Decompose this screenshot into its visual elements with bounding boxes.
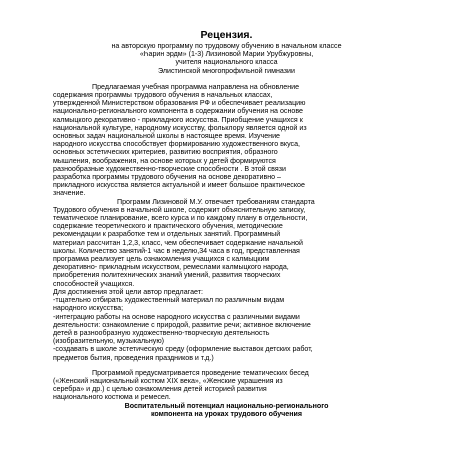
paragraph-line: народного искусства способствует формированию художественного вкуса, bbox=[53, 140, 301, 149]
page-title: Рецензия. bbox=[200, 29, 253, 41]
paragraph-line: национально-регионального компонента в содержании обучения на основе bbox=[53, 107, 303, 116]
paragraph-line: Предлагаемая учебная программа направлена на обновление bbox=[92, 82, 300, 91]
spacer bbox=[53, 75, 400, 83]
paragraph-line: народного искусства; bbox=[53, 304, 124, 313]
header-line: «Һарин эрдм» (1-3) Лизиновой Марии Урубжуровны, bbox=[139, 50, 314, 59]
paragraph-line: основных эстетических критериев, развитию восприятия, образного bbox=[53, 148, 278, 157]
paragraph-line: национального костюма и ремесел. bbox=[53, 393, 171, 402]
paragraph-line: серебра» и др.) с целью ознакомления детей историей развития bbox=[53, 385, 267, 394]
paragraph-program bbox=[53, 198, 400, 288]
paragraph-line: национальной культуре, народному искусству, фольклору является одной из bbox=[53, 123, 307, 132]
paragraph-line: Для достижения этой цели автор предлагает: bbox=[53, 287, 203, 296]
paragraph-line: -интеграцию работы на основе народного искусства с различными видами bbox=[53, 312, 300, 321]
paragraph-line: способностей учащихся. bbox=[53, 279, 135, 288]
paragraph-line: утвержденной Министерством образования РФ и обеспечивает реализацию bbox=[53, 99, 306, 108]
paragraph-line: предметов бытия, проведения праздников и т.д.) bbox=[53, 353, 214, 362]
spacer bbox=[53, 362, 400, 369]
paragraph-line: содержание теоретического и практического обучения, методические bbox=[53, 222, 283, 231]
paragraph-talks bbox=[53, 369, 400, 402]
header-line: Элистинской многопрофильной гимназии bbox=[158, 66, 295, 75]
paragraph-line: приобретения политехнических знаний умений, развития творческих bbox=[53, 271, 281, 280]
paragraph-line: (изобразительную, музыкальную) bbox=[53, 337, 165, 346]
subtitle-line: Воспитательный потенциал национально-регионального bbox=[124, 401, 329, 410]
paragraph-line: основных задач национальной школы в настоящее время. Изучение bbox=[53, 132, 280, 141]
paragraph-line: Программой предусматривается проведение тематических бесед bbox=[92, 368, 309, 377]
header-line: учителя национального класса bbox=[175, 58, 278, 67]
paragraph-line: Программ Лизиновой М.У. отвечает требованиям стандарта bbox=[117, 197, 315, 206]
section-subtitle bbox=[53, 402, 400, 418]
paragraph-line: школы. Количество занятий-1 час в неделю,34 часа в год, представленная bbox=[53, 246, 300, 255]
paragraph-line: декоративно- прикладным искусством, ремеслами калмыцкого народа, bbox=[53, 263, 289, 272]
header-line: на авторскую программу по трудовому обучению в начальном классе bbox=[111, 42, 342, 50]
paragraph-line: прикладного искусства является актуальной и имеет большое практическое bbox=[53, 181, 305, 190]
paragraph-intro bbox=[53, 83, 400, 198]
paragraph-line: калмыцкого декоративно - прикладного искусства. Приобщение учащихся к bbox=[53, 115, 303, 124]
paragraph-line: материал рассчитан 1,2,3, класс, чем обеспечивает содержание начальной bbox=[53, 238, 303, 247]
paragraph-line: программа реализует цель ознакомления учащихся с калмыцким bbox=[53, 255, 270, 264]
header-block bbox=[53, 42, 400, 75]
paragraph-line: значение. bbox=[53, 189, 86, 198]
paragraph-line: -создавать в школе эстетическую среду (оформление выставок детских работ, bbox=[53, 345, 313, 354]
paragraph-line: рекомендации к разработке тем и отдельных занятий. Программный bbox=[53, 230, 281, 239]
paragraph-line: разнообразные художественно-творческие способности . В этой связи bbox=[53, 164, 286, 173]
paragraph-line: тематическое планирование, всего курса и по каждому плану в отдельности, bbox=[53, 214, 308, 223]
paragraph-line: разработка программы трудового обучения на основе декоративно – bbox=[53, 173, 281, 182]
paragraph-line: деятельности: ознакомление с природой, развитие речи; активное включение bbox=[53, 320, 311, 329]
paragraph-line: мышления, воображения, на основе которых у детей формируются bbox=[53, 156, 276, 165]
paragraph-line: Трудового обучения в начальной школе, содержит объяснительную записку, bbox=[53, 205, 306, 214]
paragraph-line: детей в разнообразную художественно-творческую деятельность bbox=[53, 328, 270, 337]
paragraph-goals bbox=[53, 288, 400, 362]
paragraph-line: -тщательно отбирать художественный материал по различным видам bbox=[53, 296, 285, 305]
subtitle-line: компонента на уроках трудового обучения bbox=[150, 409, 303, 418]
paragraph-line: содержания программы трудового обучения в начальных классах, bbox=[53, 91, 273, 100]
paragraph-line: («Женский национальный костюм XIX века», «Женские украшения из bbox=[53, 376, 283, 385]
